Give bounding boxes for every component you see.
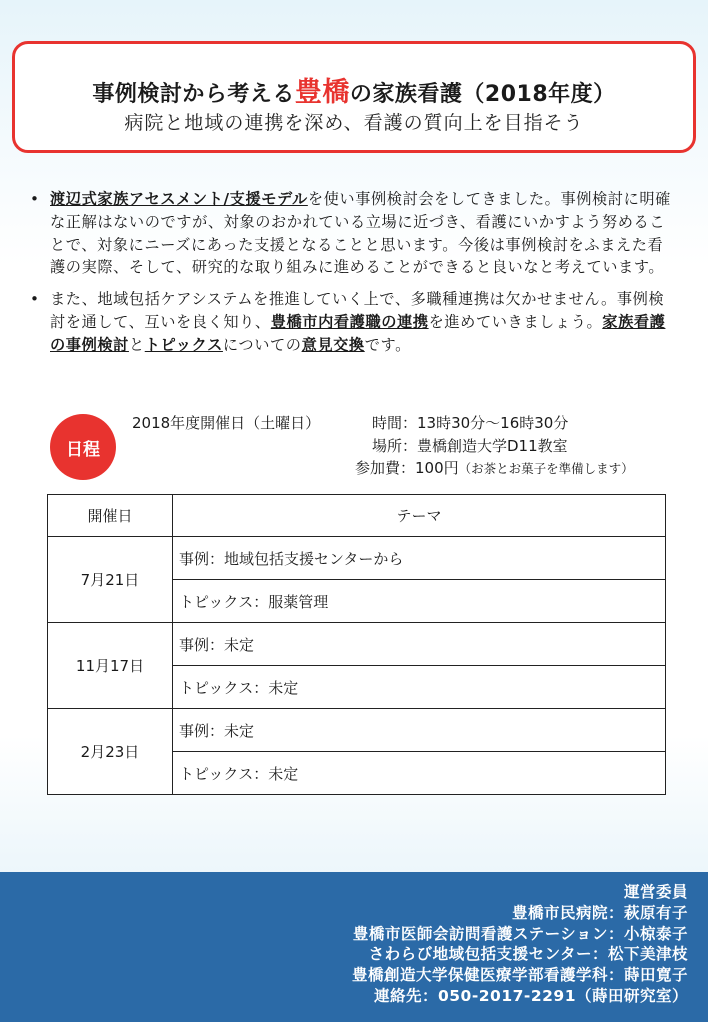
intro-bullets [30, 188, 678, 366]
table-header-row [48, 495, 666, 537]
committee-heading: 運営委員 [623, 883, 688, 901]
schedule-badge: 日程 [50, 414, 116, 480]
schedule-table [47, 494, 666, 795]
session-topic: トピックス：未定 [173, 752, 666, 795]
committee-member: さわらび地域包括支援センター：松下美津枝 [368, 945, 688, 964]
table-row [48, 709, 666, 752]
emphasis-topics: トピックス [144, 335, 223, 354]
session-topic: トピックス：服薬管理 [173, 580, 666, 623]
title-pre: 事例検討から考える [92, 82, 295, 107]
title-post: の家族看護（2018年度） [349, 82, 616, 107]
intro-text-2e: です。 [364, 335, 411, 354]
session-date: 2月23日 [48, 709, 173, 795]
emphasis-collaboration: 豊橋市内看護職の連携 [270, 312, 429, 331]
place-label: 場所：豊橋創造大学D11教室 [372, 437, 568, 455]
dates-label: 2018年度開催日（土曜日） [132, 414, 321, 432]
fee-label: 参加費：100円 [355, 459, 459, 477]
session-case: 事例：未定 [173, 623, 666, 666]
emphasis-case-study: 家族看護の事例検討 [50, 312, 666, 354]
session-topic: トピックス：未定 [173, 666, 666, 709]
intro-text-2b: を進めていきましょう。 [428, 312, 603, 331]
committee-member: 豊橋市医師会訪問看護ステーション：小椋泰子 [352, 924, 688, 943]
column-header-theme: テーマ [173, 495, 666, 537]
intro-text-1: を使い事例検討会をしてきました。事例検討に明確な正解はないのですが、対象のおかれている立場に近づき、看護にいかすよう努めることで、対象にニーズにあった支援となることと思います。今後は事例検討をふまえた看護の実際、そして、研究的な取り組みに進めることができると良いなと考えています。 [50, 190, 671, 277]
fee-note: （お茶とお菓子を準備します） [458, 461, 634, 476]
bullet-marker: • [30, 190, 40, 208]
session-case: 事例：地域包括支援センターから [173, 537, 666, 580]
emphasis-discussion: 意見交換 [301, 335, 365, 354]
time-label: 時間：13時30分〜16時30分 [372, 414, 569, 432]
intro-text-2a: また、地域包括ケアシステムを推進していく上で、多職種連携は欠かせません。事例検討を通して、互いを良く知り、 [50, 290, 665, 331]
table-row [48, 537, 666, 580]
fee-line [355, 457, 634, 478]
intro-bullet-1 [30, 188, 678, 279]
intro-bullet-2 [30, 288, 678, 356]
bullet-marker: • [30, 290, 40, 309]
intro-text-2c: と [128, 335, 145, 354]
column-header-date: 開催日 [48, 495, 173, 537]
page-subtitle: 病院と地域の連携を深め、看護の質向上を目指そう [124, 112, 584, 134]
session-date: 7月21日 [48, 537, 173, 623]
committee-member: 豊橋市民病院：萩原有子 [511, 903, 688, 922]
intro-text-2d: についての [222, 335, 302, 354]
session-date: 11月17日 [48, 623, 173, 709]
session-case: 事例：未定 [173, 709, 666, 752]
title-highlight: 豊橋 [294, 77, 350, 108]
committee-member: 豊橋創造大学保健医療学部看護学科：蒔田寛子 [351, 966, 688, 985]
contact-info: 連絡先：050-2017-2291（蒔田研究室） [373, 986, 688, 1005]
model-name: 渡辺式家族アセスメント/支援モデル [50, 190, 308, 208]
committee-footer [0, 872, 708, 1022]
page-title [15, 70, 693, 109]
title-box [12, 41, 696, 153]
table-row [48, 623, 666, 666]
